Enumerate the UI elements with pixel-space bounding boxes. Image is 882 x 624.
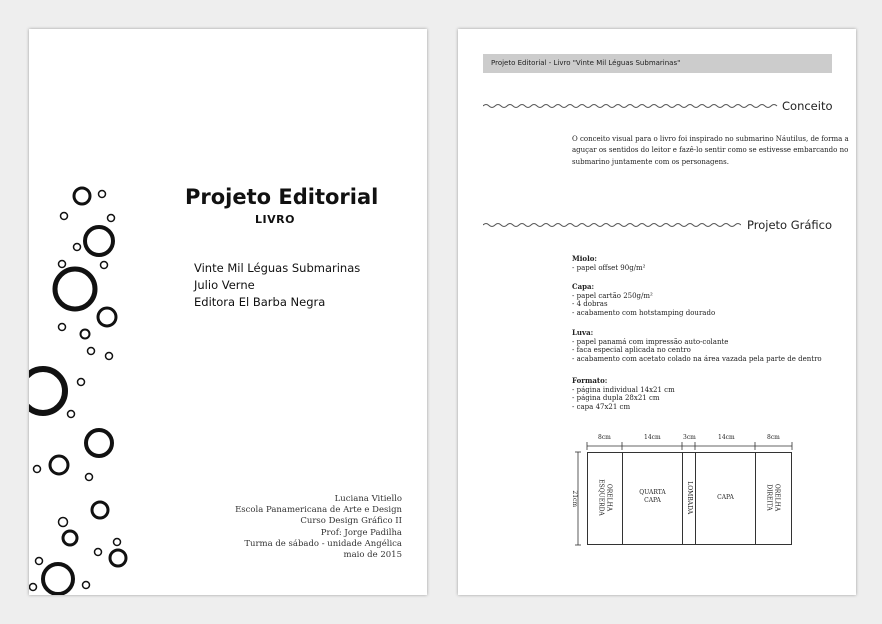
spec-capa: Capa: - papel cartão 250g/m² - 4 dobras - acabamento com hotstamping dourado: [572, 282, 716, 317]
credits-block: [235, 494, 402, 561]
spec-luva: Luva: - papel panamá com impressão auto-colante - faca especial aplicada no centro - acabamento com acetato colado na área vazada pela parte de dentro: [572, 328, 822, 363]
credit-line: Turma de sábado - unidade Angélica: [244, 538, 402, 549]
width-label: 8cm: [767, 434, 780, 441]
cover-page: [29, 29, 427, 595]
book-publisher: Editora El Barba Negra: [194, 295, 326, 309]
width-label: 14cm: [718, 434, 735, 441]
spec-miolo: Miolo: - papel offset 90g/m²: [572, 254, 646, 272]
spec-formato: Formato: - página individual 14x21 cm - página dupla 28x21 cm - capa 47x21 cm: [572, 376, 675, 411]
height-label: 21cm: [570, 490, 578, 508]
conceito-paragraph: O conceito visual para o livro foi inspirado no submarino Náutilus, de forma a aguçar os sentidos do leitor e fazê-lo sentir como se estivesse embarcando no submarino juntamente com os personagens.: [572, 135, 849, 166]
width-label: 14cm: [644, 434, 661, 441]
cover-subtitle: LIVRO: [255, 213, 295, 226]
page-header: Projeto Editorial - Livro "Vinte Mil Léguas Submarinas": [483, 54, 832, 73]
credit-line: Luciana Vitiello: [334, 494, 402, 504]
width-label: 8cm: [598, 434, 611, 441]
panel-label-orelha-esquerda: ORELHA ESQUERDA: [598, 479, 613, 516]
panel-label-lombada: LOMBADA: [685, 481, 693, 515]
section-title-conceito: Conceito: [782, 99, 833, 113]
credit-line: Prof: Jorge Padilha: [320, 527, 402, 538]
panel-label-quarta-capa: QUARTA CAPA: [639, 489, 666, 504]
section-title-projeto-grafico: Projeto Gráfico: [747, 218, 833, 232]
book-title: Vinte Mil Léguas Submarinas: [194, 261, 361, 275]
credit-line: maio de 2015: [343, 550, 402, 561]
bubbles-decoration: [29, 29, 169, 595]
panel-label-orelha-direita: ORELHA DIREITA: [766, 483, 781, 512]
panel-label-capa: CAPA: [717, 494, 734, 501]
cover-title: Projeto Editorial: [185, 185, 379, 209]
width-label: 3cm: [683, 434, 696, 441]
spec-page: [458, 29, 856, 595]
credit-line: Escola Panamericana de Arte e Design: [235, 505, 402, 516]
credit-line: Curso Design Gráfico II: [300, 516, 402, 527]
book-author: Julio Verne: [194, 278, 255, 292]
